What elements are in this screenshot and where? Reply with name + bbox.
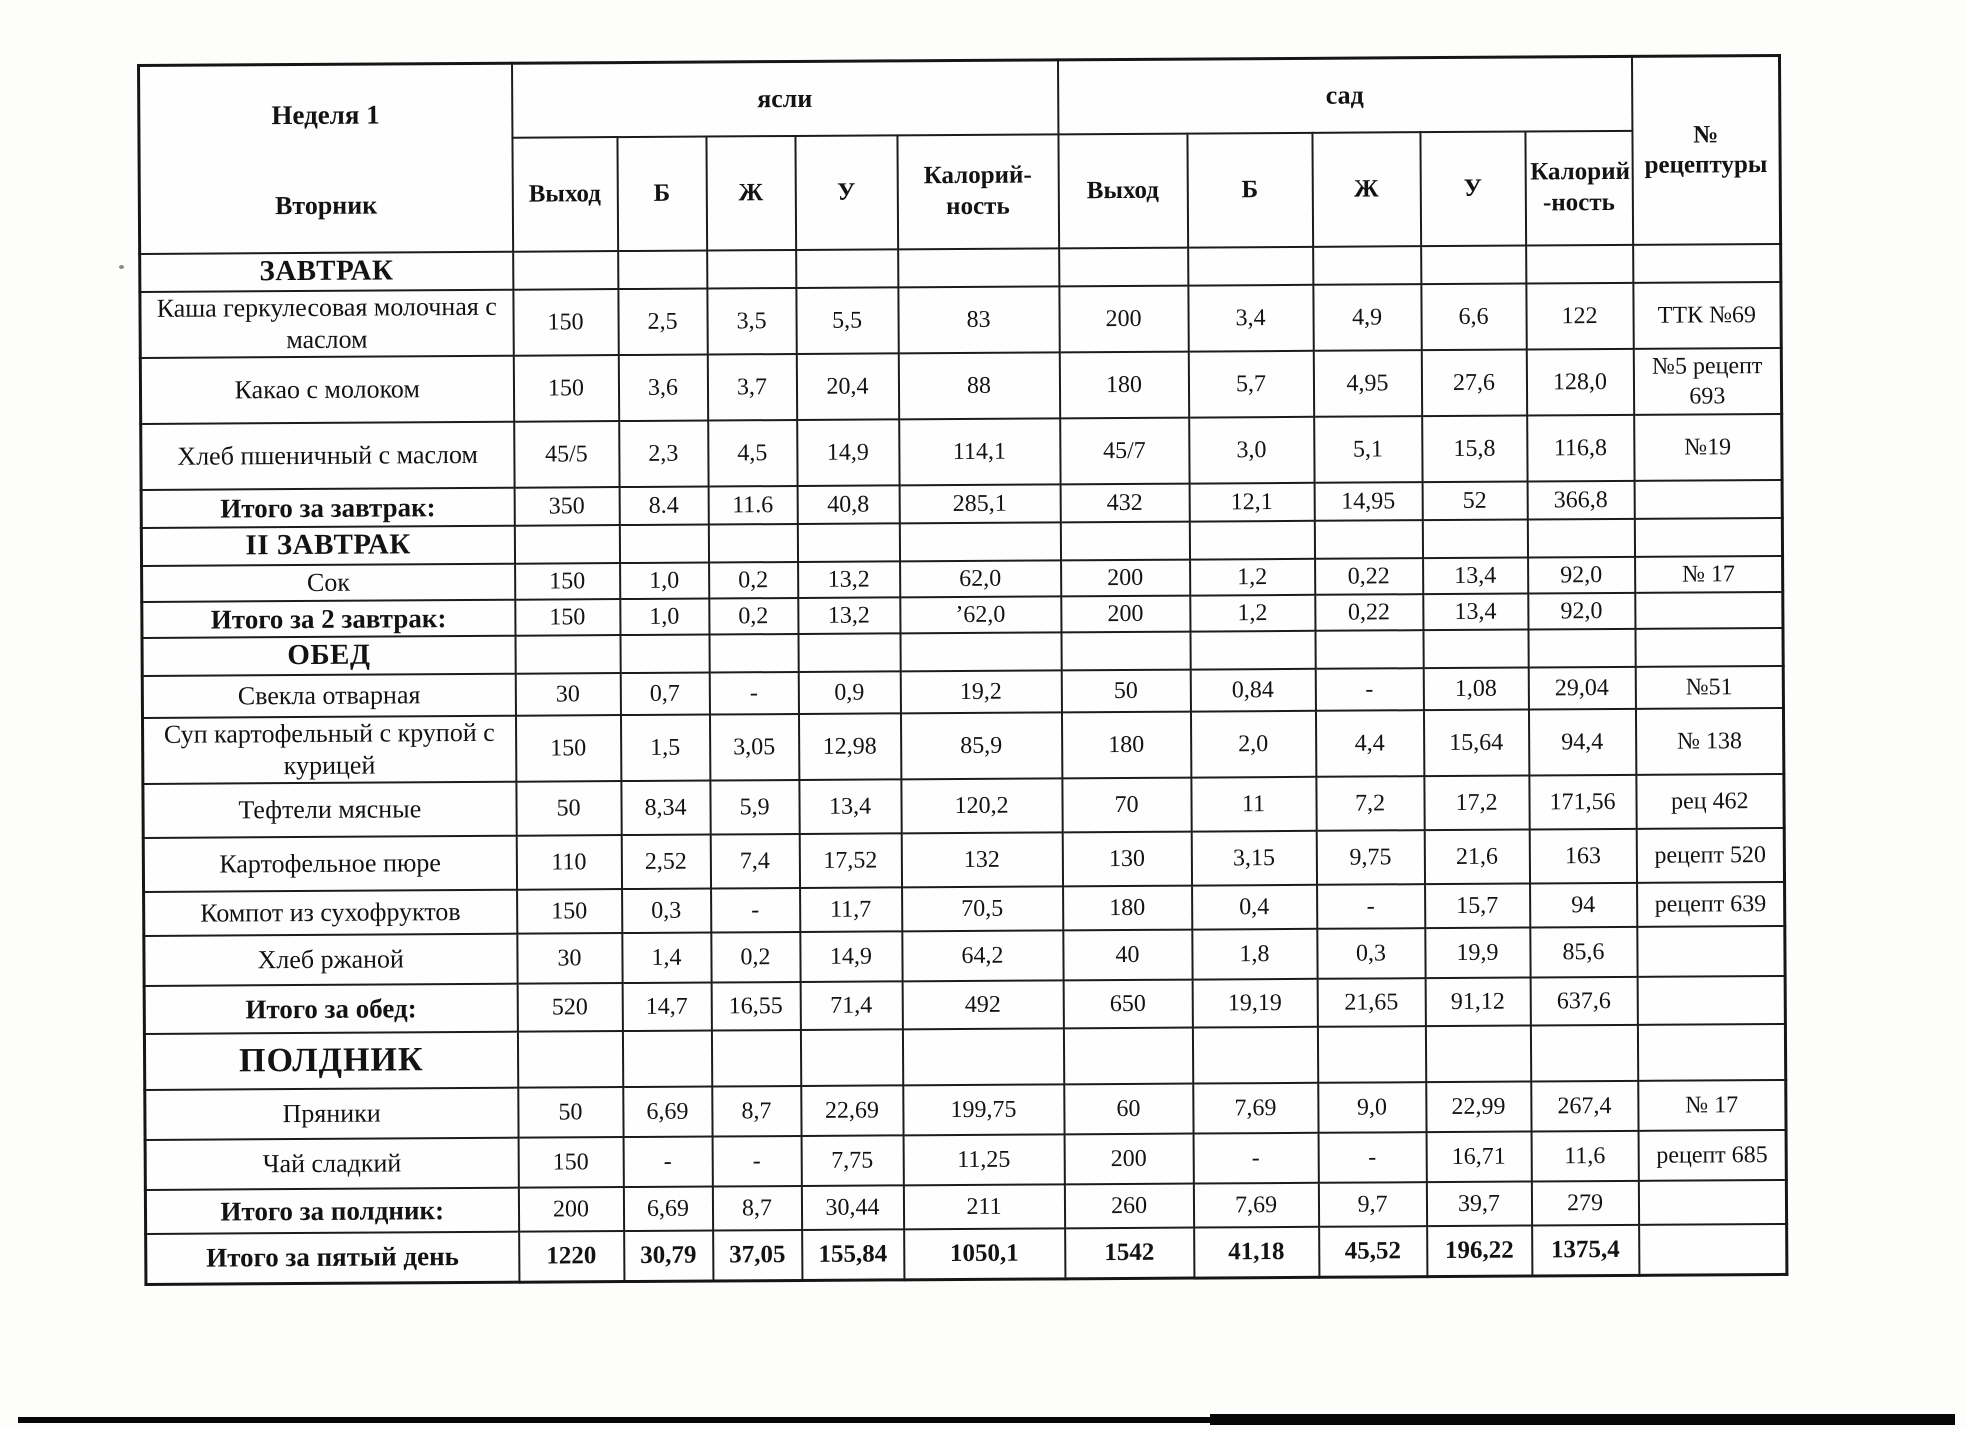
yasli-value-2: 7,4 [710,834,799,889]
week-label: Неделя 1 [271,99,380,130]
yasli-value-0: 110 [516,835,621,890]
empty-cell [898,249,1059,288]
sad-value-2: - [1318,1132,1426,1183]
yasli-value-2: 3,05 [709,714,798,781]
sad-value-2: 9,0 [1318,1082,1426,1133]
sad-value-2: - [1315,668,1423,711]
empty-cell [1425,1026,1530,1083]
col-header-u-yasli: У [795,135,898,250]
sad-value-0: 70 [1062,778,1191,833]
sad-value-3: 15,8 [1422,416,1527,483]
empty-cell [1423,630,1528,669]
yasli-value-3: 155,84 [802,1229,904,1280]
sad-value-2: 7,2 [1316,776,1424,831]
sad-value-4: 366,8 [1527,481,1634,520]
yasli-value-4: 83 [898,287,1059,354]
total-label: Итого за 2 завтрак: [142,600,515,638]
empty-cell [1530,1025,1637,1082]
sad-value-2: 0,22 [1315,594,1423,631]
section-row [144,1024,1785,1090]
recipe-number [1634,480,1782,519]
sad-value-0: 60 [1064,1084,1193,1135]
yasli-value-0: 150 [517,889,622,934]
empty-cell [1192,1027,1317,1084]
col-header-u-sad: У [1420,131,1526,246]
sad-value-3: 22,99 [1426,1082,1531,1133]
yasli-value-1: 2,52 [621,835,710,890]
dish-name: Хлеб ржаной [144,934,517,986]
yasli-value-1: 6,69 [623,1187,712,1232]
sad-value-0: 40 [1063,930,1192,981]
sad-value-4: 94,4 [1529,709,1636,776]
empty-recipe-cell [1634,518,1782,557]
section-title: II ЗАВТРАК [141,526,514,566]
day-label: Вторник [274,190,378,221]
menu-table-wrap [137,54,1789,1286]
sad-value-4: 267,4 [1531,1081,1638,1132]
yasli-value-1: 1,5 [620,715,709,782]
menu-table-body [140,244,1787,1284]
sad-value-4: 94 [1530,883,1637,928]
sad-value-2: 45,52 [1319,1226,1427,1277]
sad-value-3: 19,9 [1425,928,1530,979]
yasli-value-1: 1,4 [622,933,711,984]
dish-row [143,828,1784,892]
yasli-value-0: 150 [515,715,620,782]
empty-cell [1061,632,1190,671]
yasli-value-0: 50 [516,781,621,836]
empty-cell [1421,246,1526,285]
sad-value-4: 122 [1526,283,1633,350]
yasli-value-4: ’62,0 [900,597,1061,634]
recipe-number: № 138 [1636,708,1784,775]
dish-name: Какао с молоком [140,356,513,424]
yasli-value-1: 8,34 [621,781,710,836]
yasli-value-1: 14,7 [622,983,711,1032]
recipe-number: ТТК №69 [1633,282,1781,349]
sad-value-1: 11 [1191,777,1316,832]
dish-name: Компот из сухофруктов [144,890,517,936]
sad-value-4: 92,0 [1528,593,1635,630]
yasli-value-4: 11,25 [903,1135,1064,1186]
sad-value-2: 4,9 [1313,284,1421,351]
yasli-value-3: 7,75 [801,1135,903,1186]
recipe-number: № 17 [1635,556,1783,593]
yasli-value-1: 2,5 [618,289,707,356]
yasli-value-0: 150 [513,289,618,356]
empty-cell [1528,629,1635,668]
total-label: Итого за обед: [144,984,517,1034]
sad-value-4: 85,6 [1530,927,1637,978]
empty-cell [1526,245,1633,284]
empty-cell [796,250,898,289]
yasli-value-0: 150 [515,599,620,636]
sad-value-3: 6,6 [1421,284,1526,351]
yasli-value-1: 8.4 [619,487,708,526]
sad-value-2: 5,1 [1314,416,1422,483]
sad-value-4: 116,8 [1527,415,1634,482]
yasli-value-4: 1050,1 [904,1229,1065,1280]
sad-value-1: 1,8 [1192,929,1317,980]
sad-value-4: 29,04 [1528,667,1635,710]
dish-name: Сок [142,564,515,602]
yasli-value-3: 40,8 [797,486,899,525]
yasli-value-1: 0,7 [620,673,709,716]
yasli-value-1: 30,79 [624,1231,713,1282]
empty-cell [899,523,1060,562]
yasli-value-4: 492 [902,981,1063,1030]
col-header-vyhod-yasli: Выход [512,137,618,252]
sad-value-0: 180 [1062,712,1191,779]
yasli-value-4: 120,2 [901,779,1062,834]
recipe-number [1637,926,1785,977]
dish-name: Картофельное пюре [143,836,516,892]
yasli-value-0: 200 [518,1187,623,1232]
empty-recipe-cell [1633,244,1781,283]
sad-value-1: 3,15 [1191,831,1316,886]
col-header-b-sad: Б [1187,133,1313,248]
sad-value-1: 7,69 [1193,1183,1318,1228]
sad-value-0: 130 [1062,832,1191,887]
col-header-kcal-yasli: Калорий- ность [897,134,1059,249]
section-title: ОБЕД [142,636,515,676]
yasli-value-2: 16,55 [711,982,800,1031]
recipe-number [1635,592,1783,629]
yasli-value-2: 3,5 [707,288,796,355]
dish-row [143,774,1784,838]
recipe-number: рецепт 639 [1637,882,1785,927]
empty-cell [708,524,797,563]
total-label: Итого за завтрак: [141,488,514,528]
sad-value-2: 4,4 [1316,710,1424,777]
sad-value-1: 12,1 [1189,483,1314,522]
sad-value-3: 15,64 [1424,710,1529,777]
yasli-value-3: 14,9 [800,932,902,983]
yasli-value-4: 62,0 [900,561,1061,598]
yasli-value-4: 88 [898,353,1059,420]
week-day-header [139,63,513,254]
col-header-b-yasli: Б [617,136,707,251]
sad-value-4: 279 [1531,1181,1638,1226]
sad-value-1: 3,4 [1188,285,1313,352]
yasli-value-1: 3,6 [618,355,707,422]
group-header-row [139,55,1781,139]
sad-value-4: 128,0 [1526,349,1633,416]
sad-value-0: 650 [1063,980,1192,1029]
col-header-kcal-sad: Калорий -ность [1525,131,1633,246]
recipe-number: №19 [1634,414,1782,481]
sad-value-1: 3,0 [1189,417,1314,484]
menu-table [137,54,1789,1286]
empty-cell [514,525,619,564]
sad-value-1: 0,4 [1192,885,1317,930]
sad-value-2: - [1317,884,1425,929]
yasli-value-0: 150 [513,355,618,422]
yasli-value-2: - [711,888,800,933]
sad-value-1: - [1193,1133,1318,1184]
yasli-value-3: 11,7 [800,888,902,933]
yasli-value-4: 132 [901,833,1062,888]
dish-row [140,348,1781,424]
sad-value-3: 39,7 [1426,1182,1531,1227]
recipe-number: рецепт 685 [1638,1130,1786,1181]
dish-row [142,708,1783,784]
yasli-value-4: 85,9 [900,713,1061,780]
empty-cell [797,524,899,563]
empty-cell [709,634,798,673]
col-header-zh-yasli: Ж [706,136,796,251]
sad-value-2: 0,3 [1317,928,1425,979]
empty-cell [1190,631,1315,670]
section-title: ЗАВТРАК [140,252,513,292]
recipe-number: рецепт 520 [1636,828,1784,883]
yasli-value-2: 8,7 [712,1186,801,1231]
empty-cell [707,250,796,289]
yasli-value-3: 0,9 [798,672,900,715]
yasli-value-2: 0,2 [709,598,798,635]
yasli-value-1: 6,69 [623,1087,712,1138]
section-title: ПОЛДНИК [144,1032,517,1090]
sad-value-1: 41,18 [1194,1227,1319,1278]
total-label: Итого за полдник: [145,1188,518,1234]
empty-cell [619,525,708,564]
empty-cell [1189,521,1314,560]
sad-value-1: 2,0 [1191,711,1316,778]
yasli-value-3: 13,4 [799,780,901,835]
yasli-value-2: 11.6 [708,486,797,525]
empty-cell [1188,247,1313,286]
total-row [146,1224,1787,1284]
yasli-value-2: 5,9 [710,780,799,835]
group-header-sad: сад [1058,56,1632,134]
sad-value-2: 0,22 [1315,558,1423,595]
sad-value-1: 7,69 [1193,1083,1318,1134]
empty-cell [1422,520,1527,559]
sad-value-0: 200 [1059,286,1188,353]
sad-value-0: 260 [1064,1184,1193,1229]
empty-recipe-cell [1635,628,1783,667]
empty-cell [902,1029,1063,1086]
yasli-value-2: - [712,1136,801,1187]
yasli-value-0: 30 [517,933,622,984]
empty-cell [618,251,707,290]
sad-value-3: 15,7 [1425,884,1530,929]
yasli-value-3: 71,4 [800,981,902,1030]
yasli-value-2: 8,7 [712,1086,801,1137]
dish-name: Свекла отварная [142,674,515,718]
yasli-value-3: 13,2 [798,598,900,635]
recipe-number [1639,1224,1787,1275]
sad-value-3: 1,08 [1423,668,1528,711]
dish-name: Тефтели мясные [143,782,516,838]
yasli-value-4: 114,1 [899,419,1060,486]
yasli-value-0: 50 [518,1087,623,1138]
empty-cell [1063,1028,1192,1085]
sad-value-4: 92,0 [1528,557,1635,594]
sad-value-3: 17,2 [1424,776,1529,831]
sad-value-2: 4,95 [1313,350,1421,417]
yasli-value-4: 19,2 [900,671,1061,714]
sad-value-3: 196,22 [1427,1226,1532,1277]
sad-value-4: 171,56 [1529,775,1636,830]
sad-value-4: 1375,4 [1532,1225,1639,1276]
yasli-value-0: 45/5 [514,421,619,488]
empty-cell [1315,630,1423,669]
yasli-value-0: 150 [518,1137,623,1188]
sad-value-0: 200 [1064,1134,1193,1185]
recipe-number [1637,976,1785,1025]
yasli-value-1: 0,3 [622,889,711,934]
empty-cell [1060,522,1189,561]
sad-value-0: 432 [1060,484,1189,523]
group-header-yasli: ясли [512,60,1058,138]
empty-cell [1059,248,1188,287]
col-header-zh-sad: Ж [1312,132,1421,247]
sad-value-4: 11,6 [1531,1131,1638,1182]
sad-value-0: 180 [1059,352,1188,419]
recipe-number: № 17 [1638,1080,1786,1131]
col-header-vyhod-sad: Выход [1058,133,1188,248]
yasli-value-2: 4,5 [708,420,797,487]
scan-speck [119,265,124,269]
empty-cell [620,635,709,674]
yasli-value-0: 1220 [519,1231,624,1282]
sad-value-2: 9,7 [1318,1182,1426,1227]
sad-value-3: 91,12 [1425,978,1530,1027]
yasli-value-3: 13,2 [798,562,900,599]
dish-name: Пряники [145,1088,518,1140]
sad-value-1: 1,2 [1190,559,1315,596]
sad-value-3: 13,4 [1423,594,1528,631]
yasli-value-1: 2,3 [619,421,708,488]
dish-name: Суп картофельный с крупой с курицей [142,716,515,784]
yasli-value-4: 285,1 [899,485,1060,524]
yasli-value-1: 1,0 [620,599,709,636]
yasli-value-4: 70,5 [902,887,1063,932]
dish-name: Чай сладкий [145,1138,518,1190]
empty-cell [711,1030,800,1087]
sad-value-0: 180 [1063,886,1192,931]
total-label: Итого за пятый день [146,1232,519,1284]
dish-name: Каша геркулесовая молочная с маслом [140,290,513,358]
recipe-column-header: № рецептуры [1632,55,1781,245]
yasli-value-3: 30,44 [801,1185,903,1230]
empty-cell [900,633,1061,672]
yasli-value-4: 64,2 [902,931,1063,982]
dish-name: Хлеб пшеничный с маслом [141,422,514,490]
recipe-number: №5 рецепт 693 [1633,348,1781,415]
yasli-value-3: 20,4 [796,354,898,421]
empty-cell [515,635,620,674]
yasli-value-0: 30 [515,673,620,716]
sad-value-3: 21,6 [1424,830,1529,885]
yasli-value-0: 520 [517,983,622,1032]
sad-value-2: 21,65 [1317,978,1425,1027]
yasli-value-2: 0,2 [709,562,798,599]
sad-value-1: 19,19 [1192,979,1317,1028]
sad-value-2: 9,75 [1316,830,1424,885]
scan-edge-bar-thick [1210,1414,1955,1425]
sad-value-3: 52 [1422,482,1527,521]
sad-value-3: 16,71 [1426,1132,1531,1183]
sad-value-3: 13,4 [1423,558,1528,595]
yasli-value-3: 14,9 [797,420,899,487]
sad-value-0: 1542 [1065,1228,1194,1279]
dish-row [141,414,1782,490]
recipe-number [1638,1180,1786,1225]
empty-cell [800,1029,902,1086]
yasli-value-0: 350 [514,487,619,526]
empty-cell [798,634,900,673]
sad-value-0: 200 [1061,596,1190,633]
sad-value-1: 5,7 [1188,351,1313,418]
yasli-value-3: 12,98 [798,714,900,781]
recipe-number: №51 [1635,666,1783,709]
yasli-value-1: 1,0 [620,563,709,600]
yasli-value-1: - [623,1137,712,1188]
yasli-value-2: 0,2 [711,932,800,983]
yasli-value-0: 150 [515,563,620,600]
empty-cell [622,1031,711,1088]
empty-cell [1317,1026,1425,1083]
empty-cell [517,1031,622,1088]
sad-value-2: 14,95 [1314,482,1422,521]
sad-value-0: 50 [1061,670,1190,713]
sad-value-1: 1,2 [1190,595,1315,632]
dish-row [140,282,1781,358]
empty-recipe-cell [1637,1024,1785,1081]
empty-cell [1313,246,1421,285]
yasli-value-2: - [709,672,798,715]
sad-value-0: 200 [1061,560,1190,597]
yasli-value-4: 211 [903,1185,1064,1230]
yasli-value-3: 17,52 [799,834,901,889]
sad-value-4: 637,6 [1530,977,1637,1026]
empty-cell [1314,520,1422,559]
empty-cell [1527,519,1634,558]
sad-value-1: 0,84 [1190,669,1315,712]
empty-cell [513,251,618,290]
yasli-value-4: 199,75 [903,1085,1064,1136]
sad-value-4: 163 [1529,829,1636,884]
sad-value-0: 45/7 [1060,418,1189,485]
sad-value-3: 27,6 [1421,350,1526,417]
yasli-value-3: 22,69 [801,1085,903,1136]
yasli-value-2: 3,7 [707,354,796,421]
yasli-value-3: 5,5 [796,288,898,355]
recipe-number: рец 462 [1636,774,1784,829]
yasli-value-2: 37,05 [713,1230,802,1281]
